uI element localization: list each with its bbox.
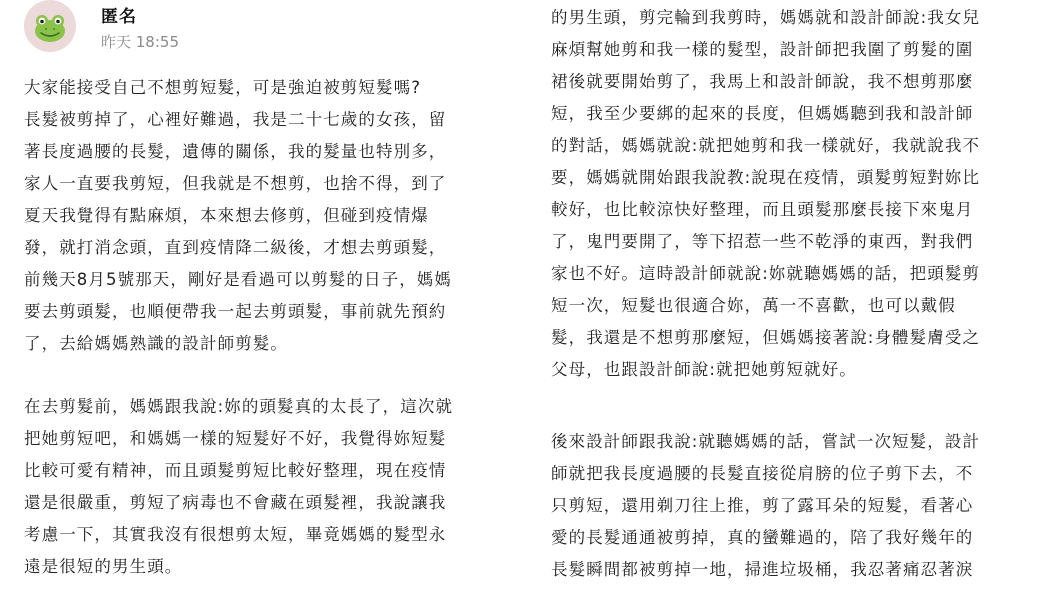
text-line: 短，我至少要綁的起來的長度，但媽媽聽到我和設計師: [551, 104, 974, 123]
right-paragraph-1: [551, 2, 1043, 386]
post-time: 昨天 18:55: [101, 33, 179, 51]
text-line: 愛的長髮通通被剪掉，真的蠻難過的，陪了我好幾年的: [551, 528, 974, 547]
frog-icon: [24, 0, 76, 52]
text-line: 要，媽媽就開始跟我說教:說現在疫情，頭髮剪短對妳比: [551, 168, 981, 187]
text-line: 麻煩幫她剪和我一樣的髮型，設計師把我圍了剪髮的圍: [551, 40, 974, 59]
right-column: [551, 0, 1043, 586]
text-line: 父母，也跟設計師說:就把她剪短就好。: [551, 360, 857, 379]
paragraph-gap: [24, 360, 516, 391]
text-line: 的男生頭，剪完輪到我剪時，媽媽就和設計師說:我女兒: [551, 8, 981, 27]
text-line: 在去剪髮前，媽媽跟我說:妳的頭髮真的太長了，這次就: [24, 397, 454, 416]
text-line: 了，去給媽媽熟識的設計師剪髮。: [24, 334, 288, 353]
left-paragraph-2: [24, 391, 516, 583]
text-line: 比較可愛有精神，而且頭髮剪短比較好整理，現在疫情: [24, 461, 447, 480]
text-line: 大家能接受自己不想剪短髮，可是強迫被剪短髮嗎?: [24, 78, 422, 97]
text-line: 還是很嚴重，剪短了病毒也不會藏在頭髮裡，我說讓我: [24, 493, 447, 512]
text-line: 著長度過腰的長髮，遺傳的關係，我的髮量也特別多，: [24, 142, 447, 161]
text-line: 發，就打消念頭，直到疫情降二級後，才想去剪頭髮，: [24, 238, 447, 257]
text-line: 家也不好。這時設計師就說:妳就聽媽媽的話，把頭髮剪: [551, 264, 981, 283]
text-line: 較好，也比較涼快好整理，而且頭髮那麼長接下來鬼月: [551, 200, 974, 219]
text-line: 考慮一下，其實我沒有很想剪太短，畢竟媽媽的髮型永: [24, 525, 447, 544]
text-line: 只剪短，還用剃刀往上推，剪了露耳朵的短髮，看著心: [551, 496, 974, 515]
text-line: 師就把我長度過腰的長髮直接從肩膀的位子剪下去，不: [551, 464, 974, 483]
paragraph-gap: [551, 386, 1043, 426]
text-line: 了，鬼門要開了，等下招惹一些不乾淨的東西，對我們: [551, 232, 974, 251]
text-line: 的對話，媽媽就說:就把她剪和我一樣就好，我就說我不: [551, 136, 981, 155]
text-line: 把她剪短吧，和媽媽一樣的短髮好不好，我覺得妳短髮: [24, 429, 447, 448]
text-line: 裙後就要開始剪了，我馬上和設計師說，我不想剪那麼: [551, 72, 974, 91]
text-line: 前幾天8月5號那天，剛好是看過可以剪髮的日子，媽媽: [24, 270, 452, 289]
author-name[interactable]: 匿名: [101, 7, 137, 27]
text-line: 遠是很短的男生頭。: [24, 557, 183, 576]
text-line: 長髮瞬間都被剪掉一地，掃進垃圾桶，我忍著痛忍著淚: [551, 560, 974, 579]
avatar[interactable]: [24, 0, 76, 52]
text-line: 短一次，短髮也很適合妳，萬一不喜歡，也可以戴假: [551, 296, 956, 315]
right-paragraph-2: [551, 426, 1043, 586]
left-column: [24, 0, 516, 583]
text-line: 要去剪頭髮，也順便帶我一起去剪頭髮，事前就先預約: [24, 302, 447, 321]
text-line: 家人一直要我剪短，但我就是不想剪，也捨不得，到了: [24, 174, 447, 193]
text-line: 長髮被剪掉了，心裡好難過，我是二十七歲的女孩，留: [24, 110, 447, 129]
post-header: [24, 0, 516, 72]
text-line: 髮，我還是不想剪那麼短，但媽媽接著說:身體髮膚受之: [551, 328, 981, 347]
text-line: 夏天我覺得有點麻煩，本來想去修剪，但碰到疫情爆: [24, 206, 429, 225]
text-line: 後來設計師跟我說:就聽媽媽的話，嘗試一次短髮，設計: [551, 432, 981, 451]
left-paragraph-1: [24, 72, 516, 360]
